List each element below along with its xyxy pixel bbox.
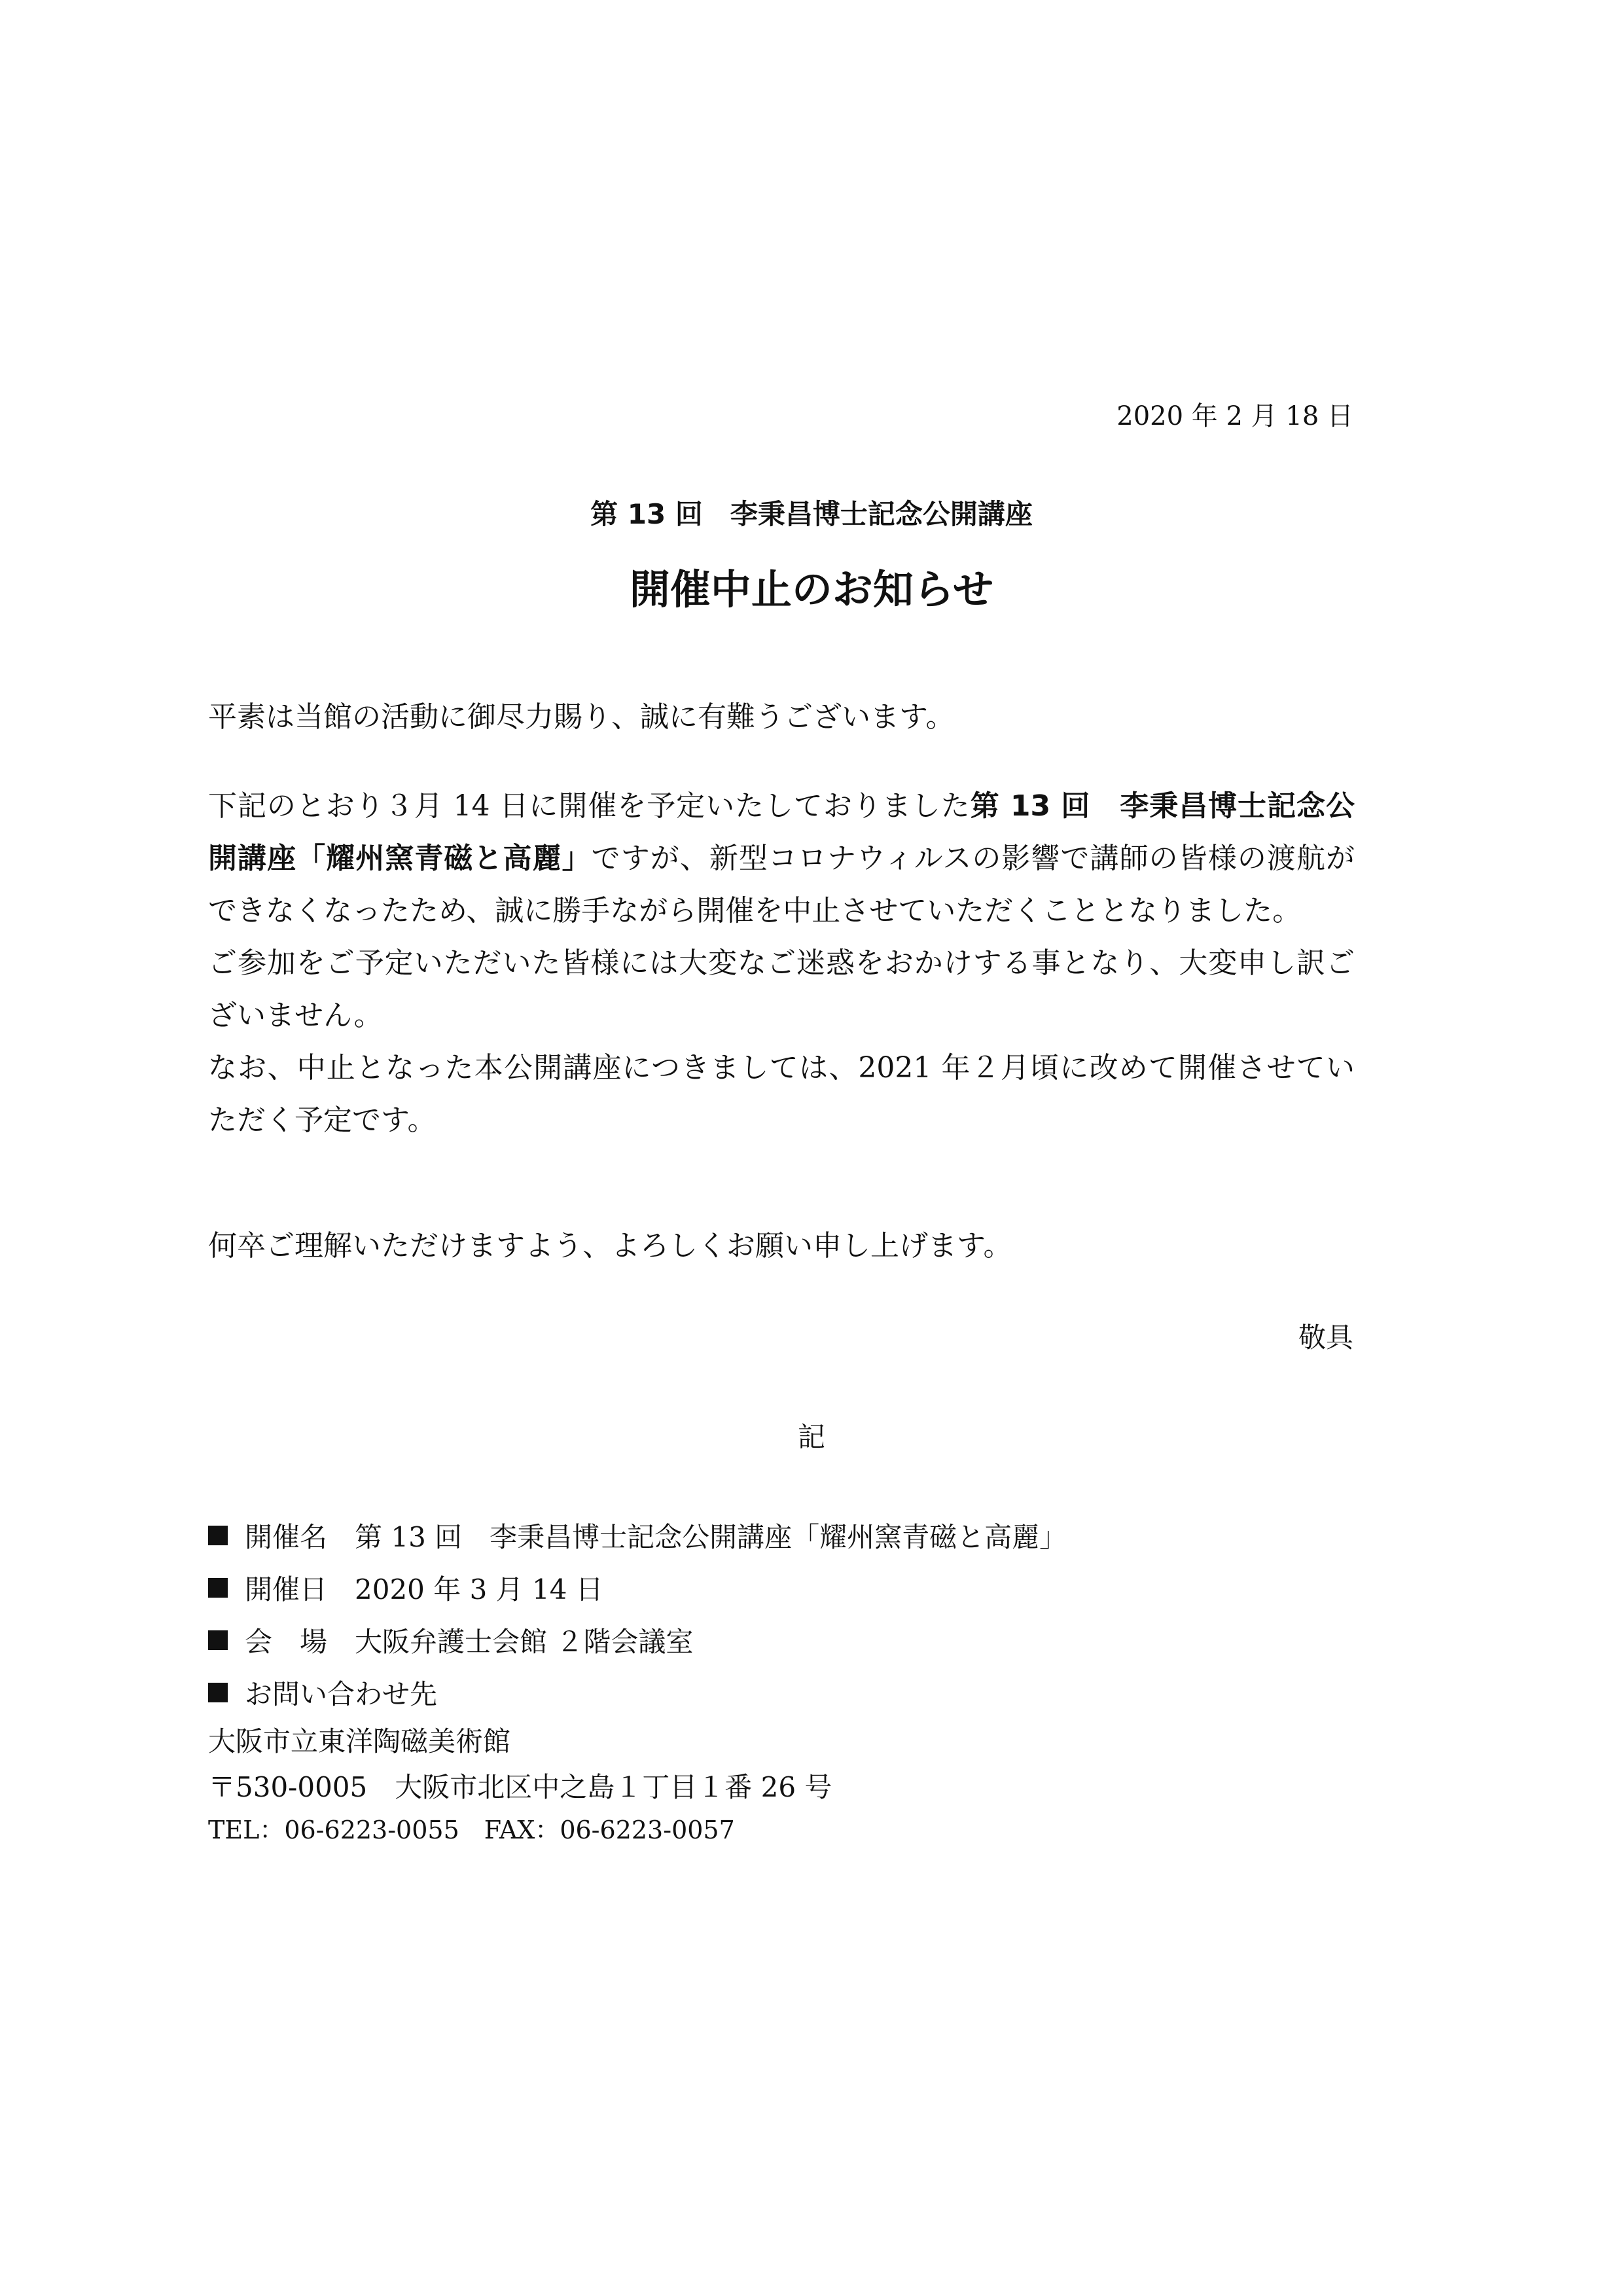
event-name-text: 開催名 第 13 回 李秉昌博士記念公開講座「耀州窯青磁と高麗」 [245,1521,1067,1553]
lecture-subtitle: 第 13 回 李秉昌博士記念公開講座 [590,498,1033,530]
venue-text: 会 場 大阪弁護士会館 ２階会議室 [245,1626,694,1658]
event-details [208,1509,1355,1850]
main-paragraph [208,780,1355,1147]
page-title: 開催中止のお知らせ [629,565,994,613]
paragraph-text-2: ですが、新型コロナウィルスの影響で講師の皆様の渡航ができなくなったため、誠に勝手ながら開催を中止させていただくこととなりました。 [208,842,1355,927]
reschedule-text: なお、中止となった本公開講座につきましては、2021 年２月頃に改めて開催させていただく予定です。 [208,1051,1355,1137]
square-bullet-icon [208,1630,228,1650]
tel-fax: TEL：06-6223-0055 FAX：06-6223-0057 [208,1816,735,1844]
event-date-text: 開催日 2020 年 3 月 14 日 [245,1573,603,1605]
detail-venue [208,1614,1355,1666]
closing-word: 敬具 [1298,1321,1353,1354]
ki-heading: 記 [797,1421,825,1453]
paragraph-text-1: 下記のとおり３月 14 日に開催を予定いたしておりました [208,789,971,823]
issue-date: 2020 年 2 月 18 日 [1116,401,1353,431]
detail-event-name [208,1509,1355,1562]
square-bullet-icon [208,1683,228,1702]
square-bullet-icon [208,1578,228,1598]
detail-contact [208,1666,1355,1719]
request-text: 何卒ご理解いただけますよう、よろしくお願い申し上げます。 [208,1229,1012,1263]
contact-heading: お問い合わせ先 [245,1678,438,1710]
lecture-name-bold: 第 13 回 李秉昌博士記念公開講座「耀州窯青磁と高麗」 [208,789,1355,875]
detail-event-date [208,1562,1355,1614]
greeting-text: 平素は当館の活動に御尽力賜り、誠に有難うございます。 [208,700,955,734]
square-bullet-icon [208,1526,228,1545]
organization-name: 大阪市立東洋陶磁美術館 [208,1725,511,1757]
apology-text: ご参加をご予定いただいた皆様には大変なご迷惑をおかけする事となり、大変申し訳ございません。 [208,946,1355,1032]
postal-address: 〒530-0005 大阪市北区中之島１丁目１番 26 号 [208,1771,832,1803]
